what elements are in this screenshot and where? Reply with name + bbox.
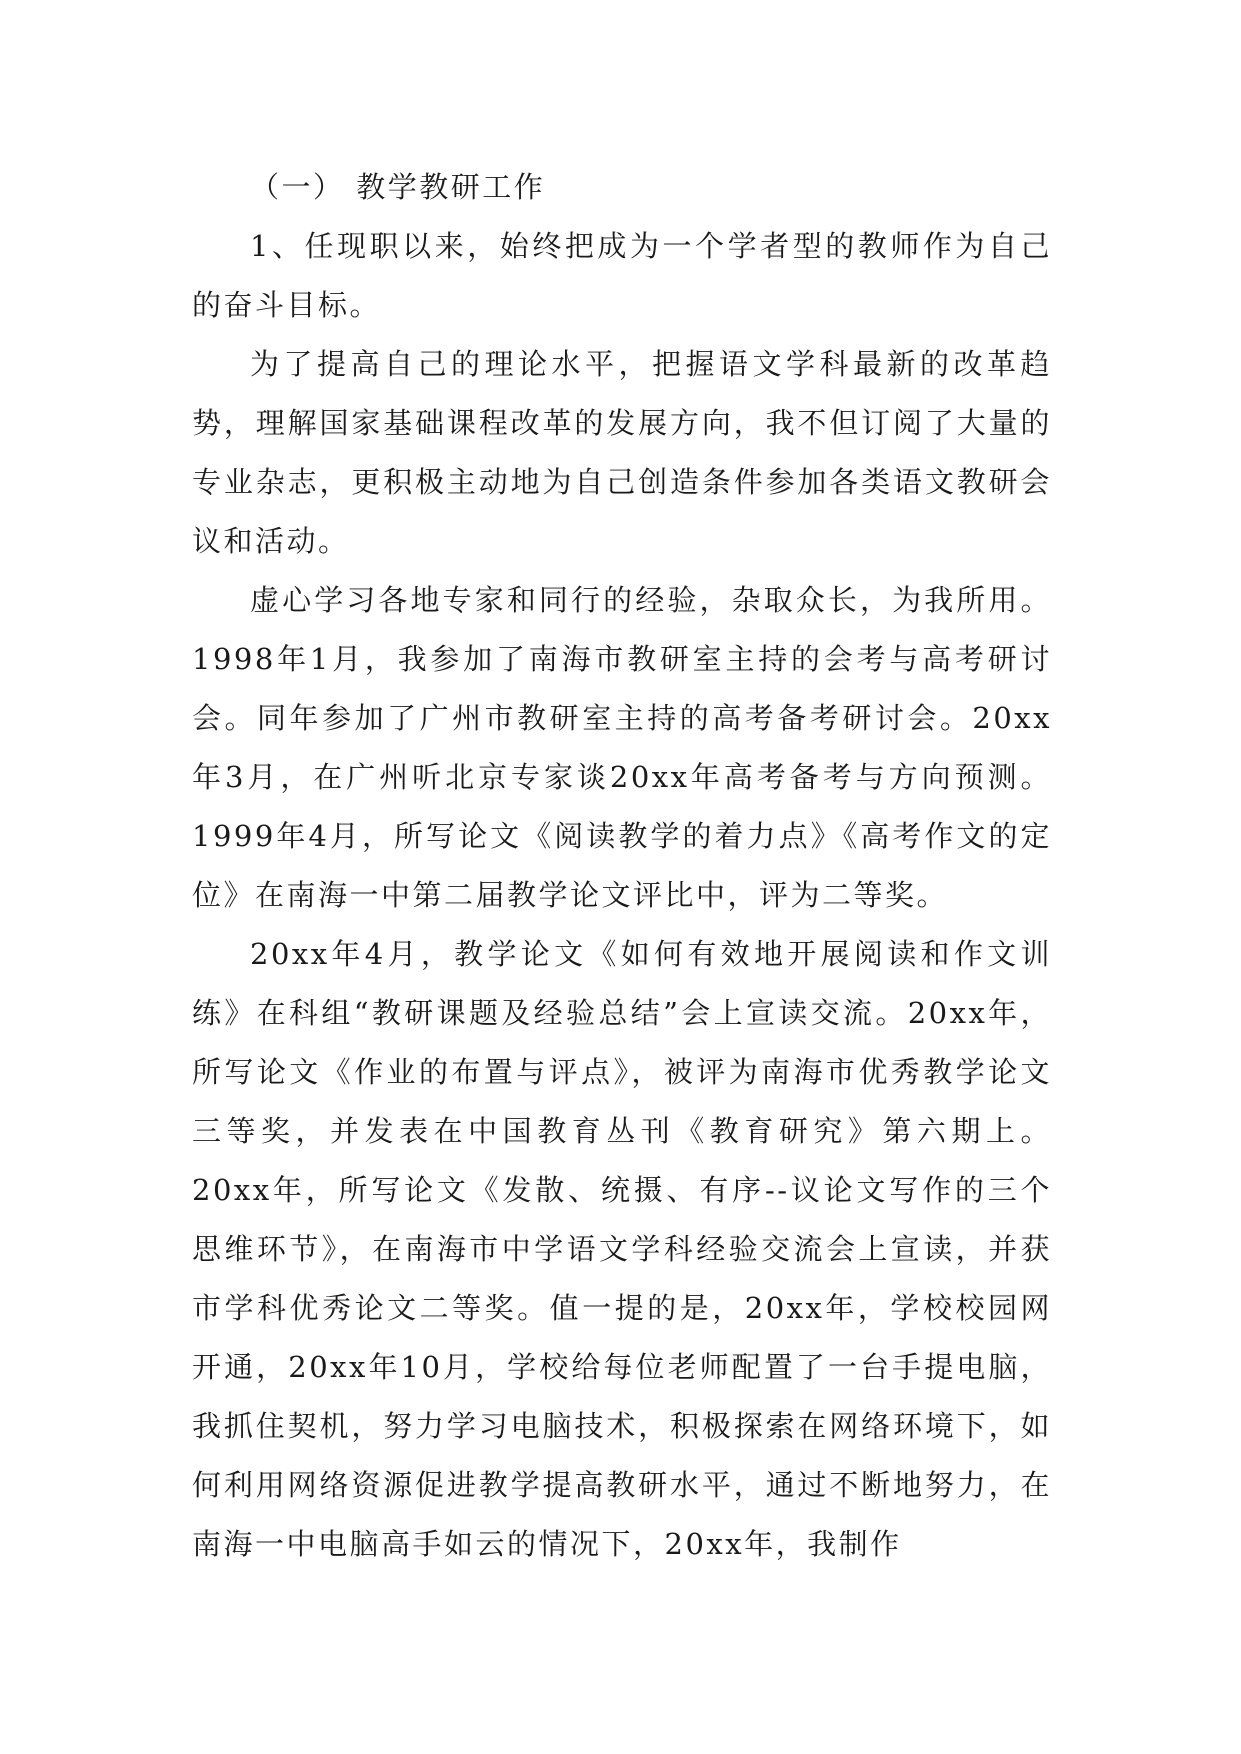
paragraph-1: 1、任现职以来，始终把成为一个学者型的教师作为自己的奋斗目标。 — [192, 229, 1052, 322]
paragraph-2: 为了提高自己的理论水平，把握语文学科最新的改革趋势，理解国家基础课程改革的发展方向，我不但订阅了大量的专业杂志，更积极主动地为自己创造条件参加各类语文教研会议和活动。 — [192, 347, 1052, 558]
paragraph-3: 虚心学习各地专家和同行的经验，杂取众长，为我所用。1998年1月，我参加了南海市教研室主持的会考与高考研讨会。同年参加了广州市教研室主持的高考备考研讨会。20xx年3月，在广州听北京专家谈20xx年高考备考与方向预测。1999年4月，所写论文《阅读教学的着力点》《高考作文的定位》在南海一中第二届教学论文评比中，评为二等奖。 — [192, 583, 1052, 912]
paragraph-4: 20xx年4月，教学论文《如何有效地开展阅读和作文训练》在科组“教研课题及经验总结”会上宣读交流。20xx年，所写论文《作业的布置与评点》，被评为南海市优秀教学论文三等奖，并发表在中国教育丛刊《教育研究》第六期上。20xx年，所写论文《发散、统摄、有序--议论文写作的三个思维环节》，在南海市中学语文学科经验交流会上宣读，并获市学科优秀论文二等奖。值一提的是，20xx年，学校校园网开通，20xx年10月，学校给每位老师配置了一台手提电脑，我抓住契机，努力学习电脑技术，积极探索在网络环境下，如何利用网络资源促进教学提高教研水平，通过不断地努力，在南海一中电脑高手如云的情况下，20xx年，我制作 — [192, 937, 1052, 1561]
section-heading: （一） 教学教研工作 — [250, 170, 546, 204]
document-body — [192, 158, 1052, 1574]
